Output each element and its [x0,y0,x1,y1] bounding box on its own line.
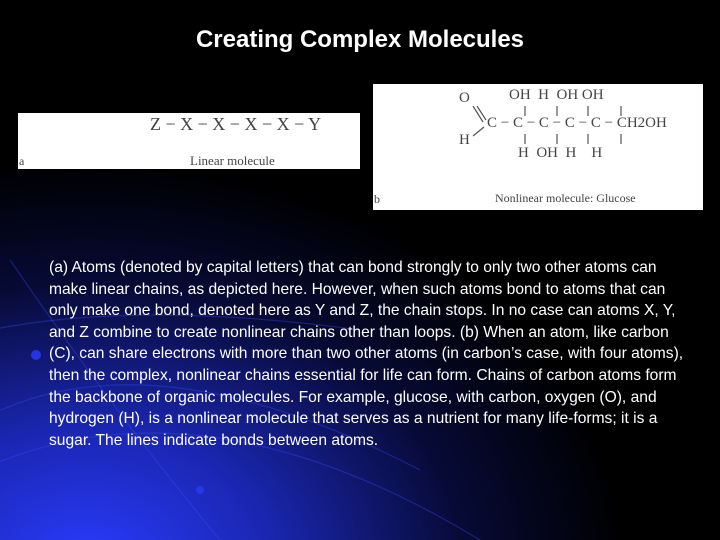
figure-glucose-molecule [373,84,703,210]
slide-title: Creating Complex Molecules [195,26,525,53]
figure-b-oxygen: O [459,90,470,106]
figure-a-chain: Z − X − X − X − X − Y [150,114,322,134]
figure-b-main-chain: C − C − C − C − C − CH2OH [487,115,667,131]
figure-a-letter: a [19,154,25,168]
figure-b-letter: b [374,192,380,206]
figure-linear-molecule [18,113,360,169]
figure-b-bottom-row: H OH H H [518,145,603,161]
figure-b-top-row: OH H OH OH [509,87,604,103]
figure-a-caption: Linear molecule [190,153,275,168]
figure-caption-text: (a) Atoms (denoted by capital letters) that can bond strongly to only two other atoms can make linear chains, as depicted here. However, when such atoms bond to atoms that can only make one bond, denoted here as Y and Z, the chain stops. In no case can atoms X, Y, and Z combine to create nonlinear chains other than loops. (b) When an atom, like carbon (C), can share electrons with more than two other atoms (in carbon’s case, with four atoms), then the complex, nonlinear chains essential for life can form. Chains of carbon atoms form the backbone of organic molecules. For example, glucose, with carbon, oxygen (O), and hydrogen (H), is a nonlinear molecule that serves as a nutrient for many life-forms; it is a sugar. The lines indicate bonds between atoms. [49,259,684,449]
figure-b-caption: Nonlinear molecule: Glucose [495,191,636,205]
figure-b-hydrogen: H [459,132,470,148]
